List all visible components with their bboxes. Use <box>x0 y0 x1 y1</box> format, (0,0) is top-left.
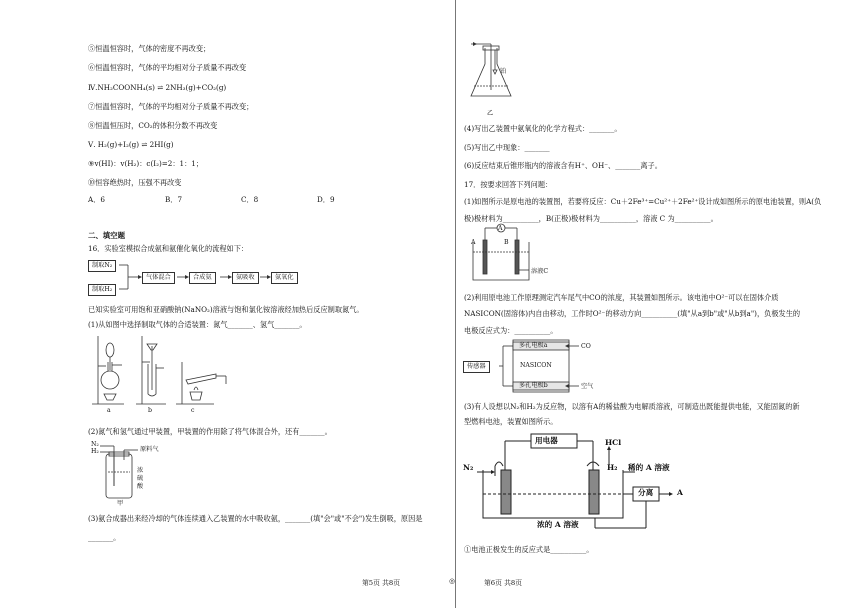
air-gas-label: 空气 <box>581 383 594 390</box>
statement-10: ⑩恒容绝热时，压强不再改变 <box>88 178 182 187</box>
flow-prepare-n2: 制取N₂ <box>88 260 116 272</box>
flow-synthesis: 合成氨 <box>189 272 216 284</box>
jia-acid-label-2: 硫 <box>137 475 144 482</box>
sensor-box: 传感器 <box>463 361 490 373</box>
section-title: 二、填空题 <box>88 231 125 240</box>
question-17-3-b: 型燃料电池，装置如图所示。 <box>464 417 558 426</box>
reaction-iv: Ⅳ.NH₂COONH₄(s) ⇌ 2NH₃(g)+CO₂(g) <box>88 83 227 92</box>
question-5: (5)写出乙中现象：_______ <box>464 143 550 152</box>
question-17: 17．按要求回答下列问题： <box>464 180 553 189</box>
electric-device-label: 用电器 <box>535 436 558 445</box>
right-page <box>455 0 860 608</box>
concentrated-a-solution-label: 浓的 A 溶液 <box>537 520 579 529</box>
reaction-v: Ⅴ. H₂(g)+I₂(g) ⇌ 2HI(g) <box>88 140 174 149</box>
electrode-b-label: B <box>504 239 509 246</box>
option-d: D．9 <box>317 195 335 204</box>
co-gas-label: CO <box>581 343 591 350</box>
jia-raw-gas-label: 原料气 <box>140 446 159 453</box>
option-a: A．6 <box>88 195 105 204</box>
option-c: C．8 <box>241 195 259 204</box>
solution-c-label: 溶液C <box>531 268 549 275</box>
question-17-2-b: NASICON(固溶体)内自由移动，工作时O²⁻的移动方向__________(填"从a到b"或"从b到a")，负极发生的 <box>464 309 801 318</box>
platinum-label: 铂 <box>500 68 507 75</box>
page-number-left: 第5页 共8页 <box>362 579 400 587</box>
known-info: 已知实验室可用饱和亚硝酸钠(NaNO₂)溶液与饱和氯化铵溶液经加热后反应制取氮气。 <box>88 305 364 314</box>
apparatus-a-label: a <box>107 407 111 414</box>
apparatus-b-label: b <box>148 407 152 414</box>
statement-8: ⑧恒温恒压时，CO₂的体积分数不再改变 <box>88 121 218 130</box>
separation-label: 分离 <box>638 488 654 497</box>
question-17-2-a: (2)利用原电池工作原理测定汽车尾气中CO的浓度，其装置如图所示。该电池中O²⁻可以在固体介质 <box>464 293 779 302</box>
question-16-3-cont: _______。 <box>88 533 121 542</box>
jia-acid-label-1: 浓 <box>137 467 144 474</box>
apparatus-c-label: c <box>191 407 195 414</box>
question-16-2: (2)氮气和氢气通过甲装置，甲装置的作用除了将气体混合外，还有_______。 <box>88 427 332 436</box>
electrode-b-porous-label: 多孔电极b <box>519 382 548 389</box>
statement-7: ⑦恒温恒容时，气体的平均相对分子质量不再改变； <box>88 102 254 111</box>
question-6: (6)反应结束后锥形瓶内的溶液含有H⁺、OH⁻、_______离子。 <box>464 161 662 170</box>
question-17-3-a: (3)有人设想以N₂和H₂为反应物，以溶有A的稀盐酸为电解质溶液，可制造出既能提供电能，又能固氮的新 <box>464 402 800 411</box>
jia-h2-label: H₂ <box>91 448 99 455</box>
statement-5: ⑤恒温恒容时，气体的密度不再改变； <box>88 44 211 53</box>
question-17-2-c: 电极反应式为：__________。 <box>464 326 558 335</box>
flow-oxidize: 氨氧化 <box>271 272 298 284</box>
fuel-n2-label: N₂ <box>463 463 474 472</box>
electrode-a-porous-label: 多孔电极a <box>519 342 548 349</box>
page-center-mark: ◎ <box>449 577 455 585</box>
hcl-label: HCl <box>605 438 622 447</box>
product-a-label: A <box>677 488 683 497</box>
jia-acid-label-3: 酸 <box>137 483 144 490</box>
flow-prepare-h2: 制取H₂ <box>88 284 116 296</box>
flow-absorb: 氨吸收 <box>232 272 259 284</box>
nasicon-label: NASICON <box>520 362 552 369</box>
statement-6: ⑥恒温恒容时，气体的平均相对分子质量不再改变 <box>88 63 247 72</box>
flow-gas-mix: 气体混合 <box>142 272 175 284</box>
question-16-1: (1)从如图中选择制取气体的合适装置：氮气_______、氢气_______。 <box>88 320 307 329</box>
question-4: (4)写出乙装置中氨氧化的化学方程式：_______。 <box>464 124 622 133</box>
jia-n2-label: N₂ <box>91 441 99 448</box>
jia-name-label: 甲 <box>117 500 124 507</box>
jia-apparatus-figure <box>92 440 172 510</box>
question-16: 16．实验室模拟合成氨和氨催化氧化的流程如下： <box>88 244 249 253</box>
yi-apparatus-figure <box>465 40 525 104</box>
dilute-a-solution-label: 稀的 A 溶液 <box>628 463 670 472</box>
statement-9: ⑨v(HI)：v(H₂)：c(I₂)=2：1：1； <box>88 159 204 168</box>
page-number-right: 第6页 共8页 <box>484 579 522 587</box>
electrode-a-label: A <box>471 239 476 246</box>
ammeter-label: A <box>498 225 503 232</box>
gas-apparatus-figure <box>90 332 240 414</box>
yi-name-label: 乙 <box>487 110 494 117</box>
fuel-h2-label: H₂ <box>607 463 618 472</box>
question-16-3: (3)氨合成器出来经冷却的气体连续通入乙装置的水中吸收氨，_______(填"会"或"不会")发生倒吸，原因是 <box>88 514 423 523</box>
question-17-1-b: 极)极材料为__________，B(正极)极材料为__________，溶液 C 为__________。 <box>464 214 718 223</box>
question-17-1-a: (1)如图所示是原电池的装置图，若要将反应：Cu＋2Fe³⁺=Cu²⁺＋2Fe²⁺设计成如图所示的原电池装置，则A(负 <box>464 197 822 206</box>
question-17-3-c: ①电池正极发生的反应式是__________。 <box>464 545 594 554</box>
option-b: B．7 <box>165 195 183 204</box>
